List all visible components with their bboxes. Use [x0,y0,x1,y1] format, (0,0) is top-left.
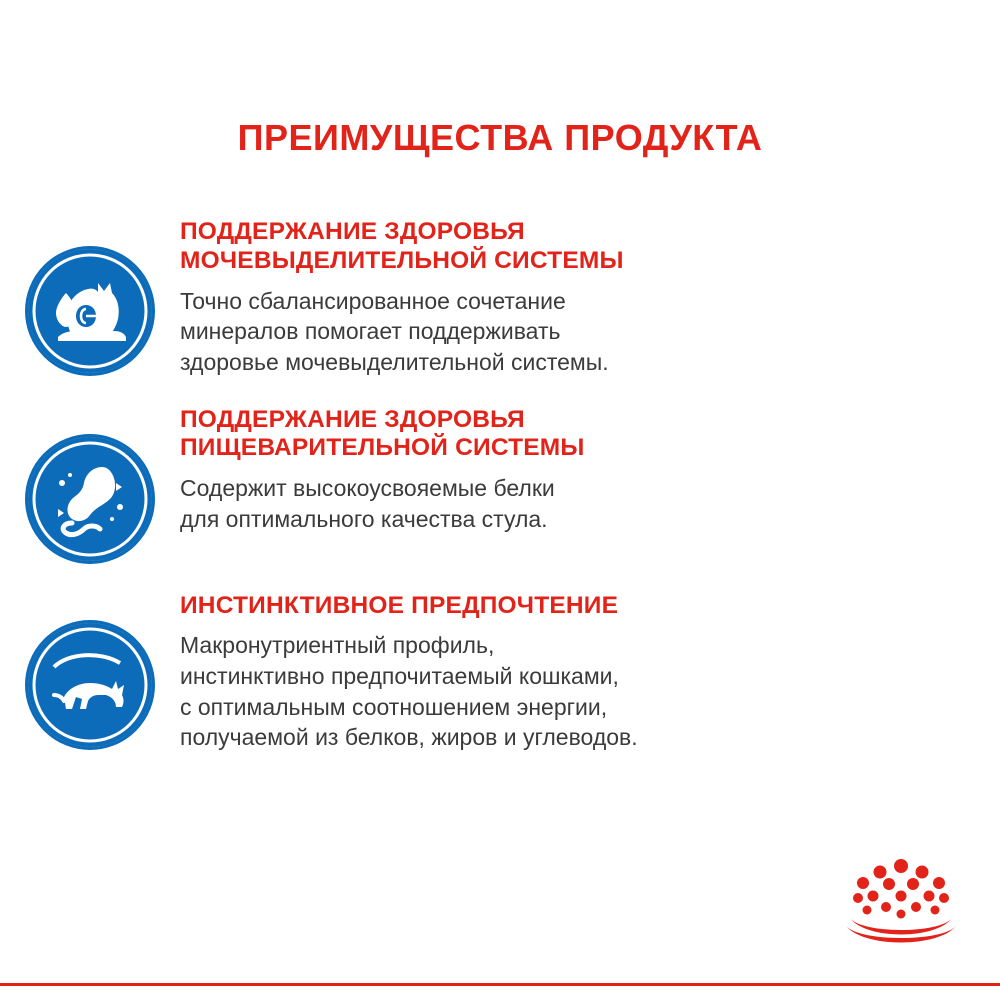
benefit-text-block [180,218,1000,378]
benefit-body [180,286,940,378]
benefit-heading [180,592,940,621]
benefit-body [180,473,940,534]
benefit-body-line-4: получаемой из белков, жиров и углеводов. [180,724,638,751]
benefit-icon-wrapper [0,218,180,376]
benefit-body [180,630,940,752]
benefit-heading-line-1: ПОДДЕРЖАНИЕ ЗДОРОВЬЯ [180,405,525,433]
benefit-body-line-3: с оптимальным соотношением энергии, [180,693,608,720]
footer-divider [0,983,1000,1000]
benefit-heading-line-1: ПОДДЕРЖАНИЕ ЗДОРОВЬЯ [180,218,525,245]
benefit-body-line-1: Точно сбалансированное сочетание [180,287,566,314]
cat-urinary-system-icon [25,246,155,376]
benefits-list [0,218,1000,781]
benefit-body-line-3: здоровье мочевыделительной системы. [180,348,609,375]
benefit-body-line-1: Макронутриентный профиль, [180,632,495,659]
benefit-icon-wrapper [0,592,180,750]
benefit-heading-line-2: МОЧЕВЫДЕЛИТЕЛЬНОЙ СИСТЕМЫ [180,246,624,274]
royal-canin-crown-logo [836,856,966,948]
stomach-digestive-system-icon [25,434,155,564]
benefit-item-digestive [0,406,1000,564]
benefit-body-line-1: Содержит высокоусвояемые белки [180,475,555,502]
benefit-body-line-2: для оптимального качества стула. [180,505,548,532]
benefit-body-line-2: инстинктивно предпочитаемый кошками, [180,663,619,690]
benefit-heading [180,218,940,276]
benefit-item-instinctive [0,592,1000,753]
benefit-text-block [180,592,1000,753]
benefit-heading-line-2: ПИЩЕВАРИТЕЛЬНОЙ СИСТЕМЫ [180,434,585,462]
benefit-icon-wrapper [0,406,180,564]
benefit-heading [180,406,940,464]
benefit-item-urinary [0,218,1000,378]
footer-tick [0,983,6,986]
page-title: ПРЕИМУЩЕСТВА ПРОДУКТА [237,117,763,158]
benefit-body-line-2: минералов помогает поддерживать [180,318,561,345]
cat-instinctive-preference-icon [25,620,155,750]
benefit-text-block [180,406,1000,535]
benefit-heading-line-1: ИНСТИНКТИВНОЕ ПРЕДПОЧТЕНИЕ [180,591,619,619]
